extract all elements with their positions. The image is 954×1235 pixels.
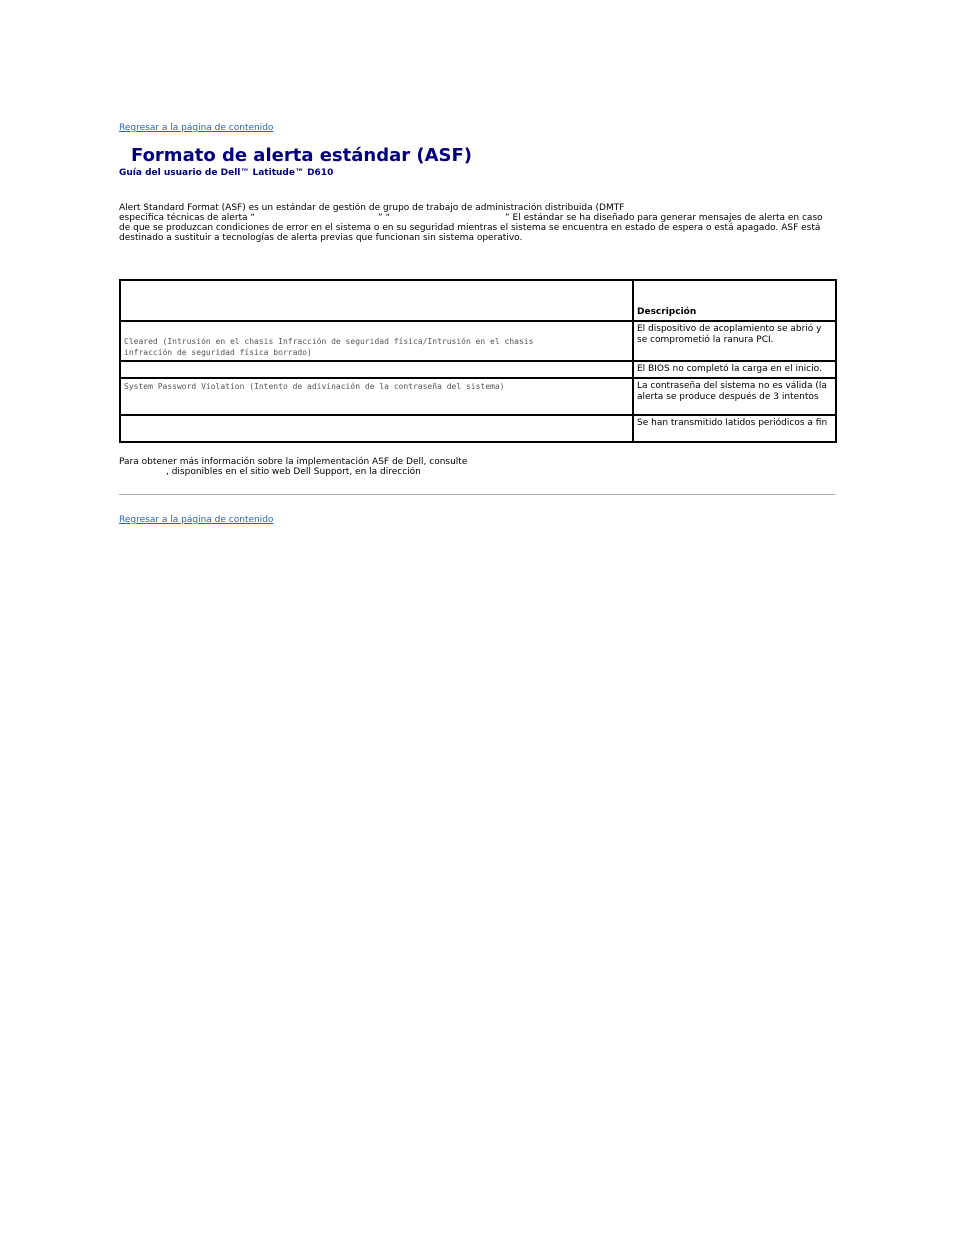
divider (119, 494, 835, 495)
table-header-event (120, 280, 633, 321)
more-info-line-1: Para obtener más información sobre la implementación ASF de Dell, consulte (119, 457, 468, 467)
intro-line-2-end: ” El estándar se ha diseñado para generar mensajes de alerta en caso (505, 213, 823, 223)
event-cell (120, 321, 633, 361)
table-row (120, 378, 836, 415)
event-text: infracción de seguridad física borrado) (124, 348, 312, 357)
intro-line-2-start: especifica técnicas de alerta “ (119, 213, 256, 223)
description-cell: El BIOS no completó la carga en el inicio. (633, 361, 836, 378)
table-row (120, 361, 836, 378)
intro-line-1: Alert Standard Format (ASF) es un estándar de gestión de grupo de trabajo de administración distribuida (DMTF (119, 203, 625, 213)
back-to-contents-link-top[interactable]: Regresar a la página de contenido (119, 123, 274, 133)
asf-alerts-table (119, 279, 837, 443)
intro-line-4: destinado a sustituir a tecnologías de alerta previas que funcionan sin sistema operativo. (119, 233, 523, 243)
table-header-description: Descripción (633, 280, 836, 321)
intro-line-3: de que se produzcan condiciones de error en el sistema o en su seguridad mientras el sistema se encuentra en estado de espera o está apagado. ASF está (119, 223, 821, 233)
table-row (120, 321, 836, 361)
event-cell (120, 415, 633, 442)
description-cell: Se han transmitido latidos periódicos a fin (633, 415, 836, 442)
event-cell (120, 378, 633, 415)
event-text: System Password Violation (Intento de adivinación de la contraseña del sistema) (124, 382, 505, 391)
description-cell: El dispositivo de acoplamiento se abrió y se comprometió la ranura PCI. (633, 321, 836, 361)
page-title: Formato de alerta estándar (ASF) (131, 145, 473, 166)
back-to-contents-link-bottom[interactable]: Regresar a la página de contenido (119, 515, 274, 525)
intro-paragraph (119, 203, 835, 243)
event-text: Cleared (Intrusión en el chasis Infracción de seguridad física/Intrusión en el chasis (124, 337, 534, 346)
more-info-line-2: , disponibles en el sitio web Dell Support, en la dirección (166, 467, 421, 477)
table-header-row (120, 280, 836, 321)
event-cell (120, 361, 633, 378)
description-cell: La contraseña del sistema no es válida (la alerta se produce después de 3 intentos (633, 378, 836, 415)
intro-line-2-quotes: ” “ (378, 213, 391, 223)
page-subtitle: Guía del usuario de Dell™ Latitude™ D610 (119, 168, 334, 178)
table-row (120, 415, 836, 442)
